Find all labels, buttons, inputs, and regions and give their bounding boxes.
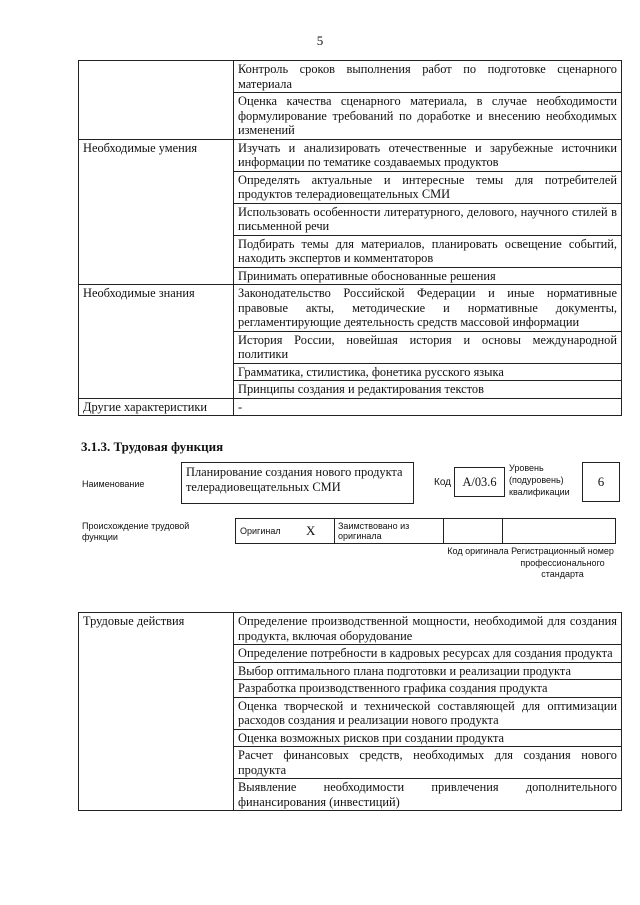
- row-item: Определять актуальные и интересные темы для потребителей продуктов телерадиовещательных СМИ: [234, 171, 622, 203]
- table-row: [79, 61, 622, 93]
- row-label: Необходимые умения: [79, 139, 234, 285]
- level-label: Уровень (подуровень) квалификации: [509, 463, 570, 497]
- row-item: Оценка качества сценарного материала, в случае необходимости формулирование требований по доработке и внесению необходимых изменений: [234, 93, 622, 140]
- row-item: Принимать оперативные обоснованные решения: [234, 267, 622, 285]
- row-item: Расчет финансовых средств, необходимых для создания нового продукта: [234, 747, 622, 779]
- borrowed-cell: Заимствовано из оригинала: [334, 518, 444, 544]
- row-item: Контроль сроков выполнения работ по подготовке сценарного материала: [234, 61, 622, 93]
- row-item: История России, новейшая история и основы международной политики: [234, 331, 622, 363]
- row-label: Необходимые знания: [79, 285, 234, 399]
- function-name-box: Планирование создания нового продукта телерадиовещательных СМИ: [181, 462, 414, 504]
- section-title: 3.1.3. Трудовая функция: [81, 439, 224, 454]
- row-item: Выявление необходимости привлечения дополнительного финансирования (инвестиций): [234, 779, 622, 811]
- row-item: Оценка творческой и технической составляющей для оптимизации расходов создания и реализации нового продукта: [234, 697, 622, 729]
- row-item: Использовать особенности литературного, делового, научного стилей в письменной речи: [234, 203, 622, 235]
- table-row: [79, 285, 622, 332]
- skills-knowledge-table: [78, 60, 622, 416]
- code-value-box: A/03.6: [454, 467, 505, 497]
- original-mark: X: [306, 523, 316, 538]
- row-item: Законодательство Российской Федерации и иные нормативные правовые акты, методические и нормативные документы, регламентирующие деятельность средств массовой информации: [234, 285, 622, 332]
- table-row: [79, 139, 622, 171]
- row-item: Подбирать темы для материалов, планировать освещение событий, находить экспертов и комментаторов: [234, 235, 622, 267]
- original-code-cell: [443, 518, 503, 544]
- origin-label: Происхождение трудовой функции: [82, 521, 190, 542]
- table-row: [79, 398, 622, 416]
- name-label: Наименование: [82, 479, 145, 489]
- row-item: -: [234, 398, 622, 416]
- row-item: Разработка производственного графика создания продукта: [234, 680, 622, 698]
- row-item: Принципы создания и редактирования текстов: [234, 381, 622, 399]
- row-item: Грамматика, стилистика, фонетика русского языка: [234, 363, 622, 381]
- code-label: Код: [434, 477, 452, 488]
- row-label: Другие характеристики: [79, 398, 234, 416]
- original-cell: [235, 518, 335, 544]
- row-item: Определение производственной мощности, необходимой для создания продукта, включая оборудование: [234, 613, 622, 645]
- row-item: Выбор оптимального плана подготовки и реализации продукта: [234, 662, 622, 680]
- registration-number-cell: [502, 518, 616, 544]
- page-number: 5: [316, 33, 324, 48]
- row-item: Изучать и анализировать отечественные и зарубежные источники информации по тематике создаваемых продуктов: [234, 139, 622, 171]
- code-original-caption: Код оригинала: [447, 546, 509, 556]
- row-item: Определение потребности в кадровых ресурсах для создания продукта: [234, 645, 622, 663]
- row-label: Трудовые действия: [79, 613, 234, 811]
- original-label: Оригинал: [240, 526, 281, 536]
- row-item: Оценка возможных рисков при создании продукта: [234, 729, 622, 747]
- origin-row: [236, 518, 616, 544]
- row-label: [79, 61, 234, 140]
- level-value-box: 6: [582, 462, 620, 502]
- labor-actions-table: [78, 612, 622, 811]
- registration-caption: Регистрационный номер профессионального стандарта: [511, 546, 614, 579]
- table-row: [79, 613, 622, 645]
